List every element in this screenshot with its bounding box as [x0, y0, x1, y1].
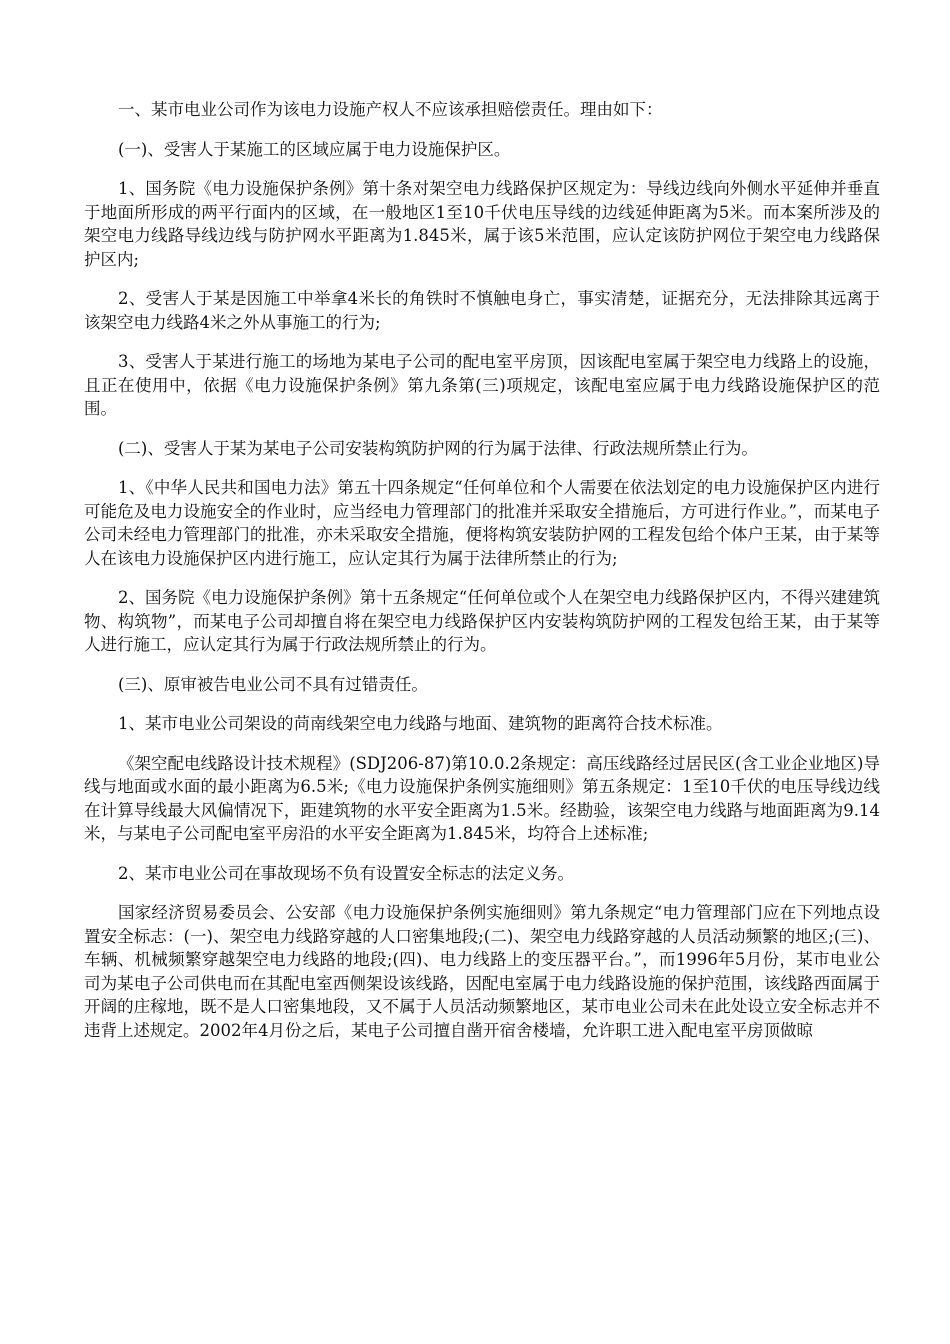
paragraph-section-1-item-1: 1、国务院《电力设施保护条例》第十条对架空电力线路保护区规定为：导线边线向外侧水平延伸并垂直于地面所形成的两平行面内的区域，在一般地区1至10千伏电压导线的边线延伸距离为5米。而本案所涉及的架空电力线路导线边线与防护网水平距离为1.845米，属于该5米范围，应认定该防护网位于架空电力线路保护区内;: [84, 179, 880, 269]
paragraph-section-2-item-2: 2、国务院《电力设施保护条例》第十五条规定“任何单位或个人在架空电力线路保护区内，不得兴建建筑物、构筑物”，而某电子公司却擅自将在架空电力线路保护区内安装构筑防护网的工程发包给王某，由于某等人进行施工，应认定其行为属于行政法规所禁止的行为。: [84, 588, 880, 654]
paragraph-safety-signs: 国家经济贸易委员会、公安部《电力设施保护条例实施细则》第九条规定“电力管理部门应在下列地点设置安全标志：(一)、架空电力线路穿越的人口密集地段;(二)、架空电力线路穿越的人员活动频繁的地区;(三)、车辆、机械频繁穿越架空电力线路的地段;(四)、电力线路上的变压器平台。”，而1996年5月份，某市电业公司为某电子公司供电而在其配电室西侧架设该线路，因配电室属于电力线路设施的保护范围，该线路西面属于开阔的庄稼地，既不是人口密集地段，又不属于人员活动频繁地区，某市电业公司未在此处设立安全标志并不违背上述规定。2002年4月份之后，某电子公司擅自凿开宿舍楼墙，允许职工进入配电室平房顶做晾: [84, 903, 880, 1040]
paragraph-section-3-item-2: 2、某市电业公司在事故现场不负有设置安全标志的法定义务。: [118, 863, 574, 883]
paragraph-section-3-heading: (三)、原审被告电业公司不具有过错责任。: [118, 674, 428, 694]
paragraph-intro: 一、某市电业公司作为该电力设施产权人不应该承担赔偿责任。理由如下：: [118, 100, 663, 119]
paragraph-section-1-item-3: 3、受害人于某进行施工的场地为某电子公司的配电室平房顶，因该配电室属于架空电力线路上的设施，且正在使用中，依据《电力设施保护条例》第九条第(三)项规定，该配电室应属于电力线路设施保护区的范围。: [84, 352, 880, 418]
paragraph-section-2-heading: (二)、受害人于某为某电子公司安装构筑防护网的行为属于法律、行政法规所禁止行为。: [118, 438, 758, 458]
paragraph-section-1-heading: (一)、受害人于某施工的区域应属于电力设施保护区。: [118, 139, 511, 159]
paragraph-technical-standard: 《架空配电线路设计技术规程》(SDJ206-87)第10.0.2条规定：高压线路经过居民区(含工业企业地区)导线与地面或水面的最小距离为6.5米;《电力设施保护条例实施细则》第五条规定：1至10千伏的电压导线边线在计算导线最大风偏情况下，距建筑物的水平安全距离为1.5米。经勘验，该架空电力线路与地面距离为9.14米，与某电子公司配电室平房沿的水平安全距离为1.845米，均符合上述标准;: [84, 753, 880, 843]
paragraph-section-1-item-2: 2、受害人于某是因施工中举拿4米长的角铁时不慎触电身亡，事实清楚，证据充分，无法排除其远离于该架空电力线路4米之外从事施工的行为;: [84, 289, 880, 332]
paragraph-section-2-item-1: 1、《中华人民共和国电力法》第五十四条规定“任何单位和个人需要在依法划定的电力设施保护区内进行可能危及电力设施安全的作业时，应当经电力管理部门的批准并采取安全措施后，方可进行作业。”，而某电子公司未经电力管理部门的批准，亦未采取安全措施，便将构筑安装防护网的工程发包给个体户王某，由于某等人在该电力设施保护区内进行施工，应认定其行为属于法律所禁止的行为;: [84, 478, 880, 568]
paragraph-section-3-item-1: 1、某市电业公司架设的苘南线架空电力线路与地面、建筑物的距离符合技术标准。: [118, 714, 723, 733]
